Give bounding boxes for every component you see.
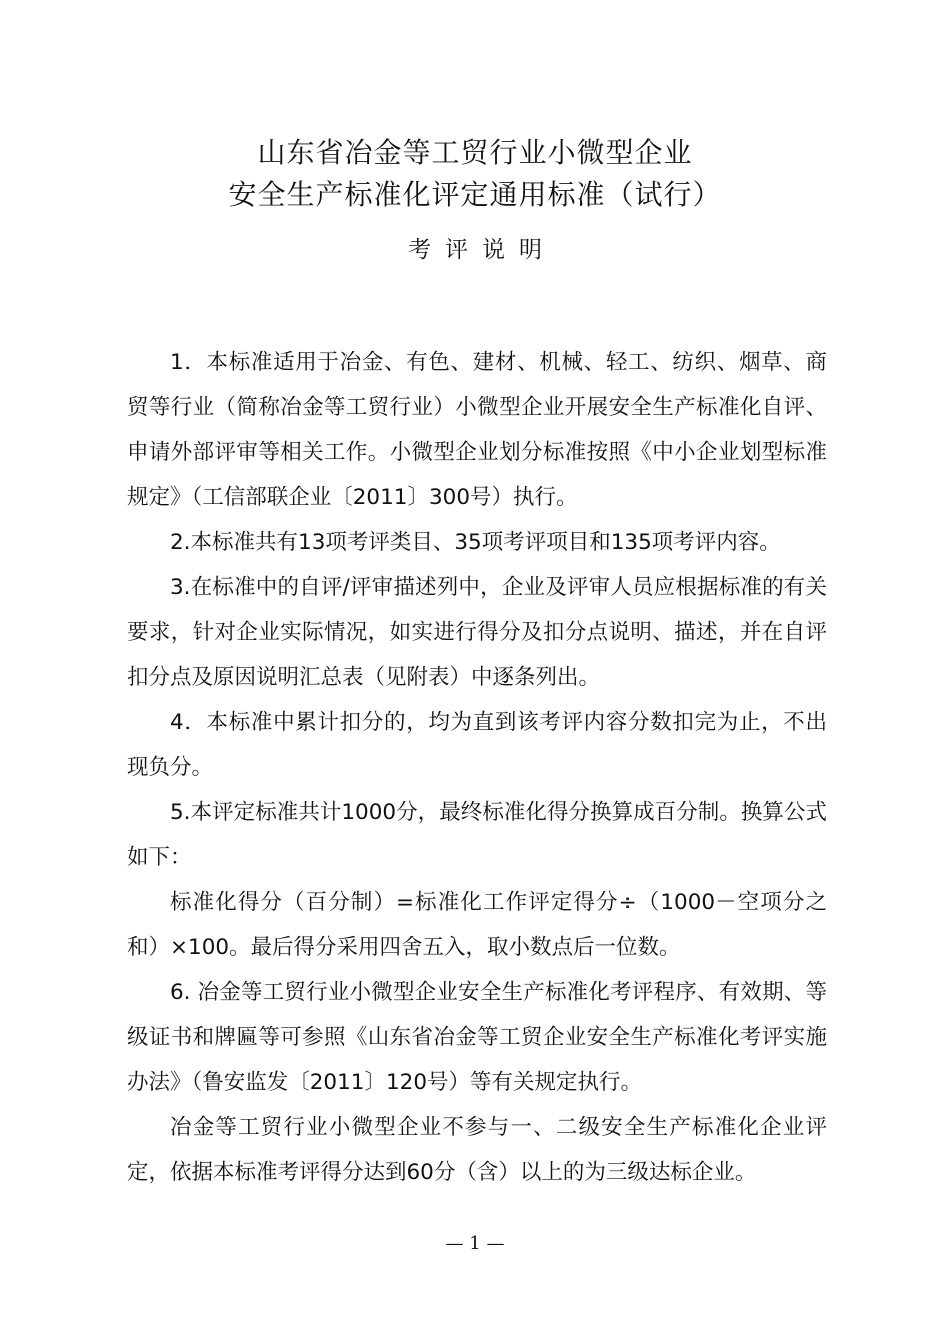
- page-number: — 1 —: [445, 1233, 505, 1254]
- closing-paragraph: 冶金等工贸行业小微型企业不参与一、二级安全生产标准化企业评定，依据本标准考评得分达到60分（含）以上的为三级达标企业。: [127, 1115, 827, 1185]
- paragraph-2: 2.本标准共有13项考评类目、35项考评项目和135项考评内容。: [170, 530, 781, 555]
- title-line-2: 安全生产标准化评定通用标准（试行）: [228, 178, 722, 211]
- formula-paragraph: 标准化得分（百分制）=标准化工作评定得分÷（1000－空项分之和）×100。最后得分采用四舍五入，取小数点后一位数。: [127, 890, 827, 960]
- paragraph-1: 1．本标准适用于冶金、有色、建材、机械、轻工、纺织、烟草、商贸等行业（简称冶金等工贸行业）小微型企业开展安全生产标准化自评、申请外部评审等相关工作。小微型企业划分标准按照《中小企业划型标准规定》（工信部联企业〔2011〕300号）执行。: [127, 350, 827, 510]
- paragraph-3: 3.在标准中的自评/评审描述列中，企业及评审人员应根据标准的有关要求，针对企业实际情况，如实进行得分及扣分点说明、描述，并在自评扣分点及原因说明汇总表（见附表）中逐条列出。: [127, 575, 827, 690]
- document-body: [127, 340, 827, 1195]
- paragraph-6: 6. 冶金等工贸行业小微型企业安全生产标准化考评程序、有效期、等级证书和牌匾等可参照《山东省冶金等工贸企业安全生产标准化考评实施办法》（鲁安监发〔2011〕120号）等有关规定执行。: [127, 980, 827, 1095]
- paragraph-4: 4．本标准中累计扣分的，均为直到该考评内容分数扣完为止，不出现负分。: [127, 710, 827, 780]
- document-title: [0, 132, 950, 216]
- paragraph-5: 5.本评定标准共计1000分，最终标准化得分换算成百分制。换算公式如下：: [127, 800, 827, 870]
- title-line-1: 山东省冶金等工贸行业小微型企业: [257, 136, 693, 169]
- section-heading: 考评说明: [408, 237, 556, 263]
